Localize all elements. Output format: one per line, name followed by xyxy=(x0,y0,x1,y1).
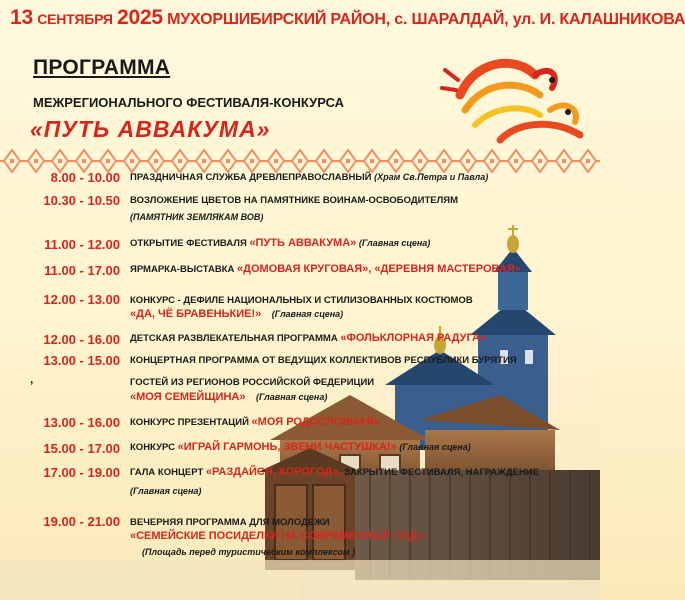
schedule-sub: (Площадь перед туристическим комплексом ) xyxy=(142,547,356,557)
schedule-text: КОНКУРС ПРЕЗЕНТАЦИЙ xyxy=(130,417,249,428)
schedule-note: (Главная сцена) xyxy=(255,392,328,402)
schedule-item xyxy=(130,466,590,479)
event-street: И. КАЛАШНИКОВА xyxy=(539,11,685,28)
bullet-mark: , xyxy=(30,372,34,386)
schedule-note: (Главная сцена) xyxy=(271,309,344,319)
event-district: МУХОРШИБИРСКИЙ РАЙОН, xyxy=(167,11,390,28)
event-day: 13 xyxy=(10,6,33,29)
program-subtitle: МЕЖРЕГИОНАЛЬНОГО ФЕСТИВАЛЯ-КОНКУРСА xyxy=(33,95,345,110)
schedule-note: (Главная сцена) xyxy=(358,238,431,248)
schedule-highlight: «ПУТЬ АВВАКУМА» xyxy=(249,237,357,249)
schedule-highlight: «ИГРАЙ ГАРМОНЬ, ЗВЕНИ ЧАСТУШКА!» xyxy=(177,441,397,453)
schedule-highlight: «ДОМОВАЯ КРУГОВАЯ», «ДЕРЕВНЯ МАСТЕРОВАЯ» xyxy=(236,263,521,275)
schedule-highlight: «МОЯ РОДОСЛОВНАЯ» xyxy=(251,416,380,428)
schedule-item xyxy=(130,416,590,429)
schedule-text: КОНКУРС xyxy=(130,442,175,453)
event-year: 2025 xyxy=(116,6,163,29)
schedule-text: ВЕЧЕРНЯЯ ПРОГРАММА ДЛЯ МОЛОДЕЖИ xyxy=(130,517,330,528)
firebird-icon xyxy=(440,40,590,150)
schedule-text: ЯРМАРКА-ВЫСТАВКА xyxy=(130,264,235,275)
schedule-text: ГОСТЕЙ ИЗ РЕГИОНОВ РОССИЙСКОЙ ФЕДЕРИЦИИ xyxy=(130,377,375,388)
schedule-note: (Храм Св.Петра и Павла) xyxy=(374,172,489,182)
schedule-item xyxy=(130,332,590,345)
schedule-time: 15.00 - 17.00 xyxy=(43,441,120,456)
schedule-time: 10.30 - 10.50 xyxy=(43,193,120,208)
schedule-highlight: «МОЯ СЕМЕЙЩИНА» xyxy=(130,391,246,403)
schedule-text: ПРАЗДНИЧНАЯ СЛУЖБА ДРЕВЛЕПРАВОСЛАВНЫЙ xyxy=(130,172,372,183)
schedule-time: 11.00 - 17.00 xyxy=(44,263,120,278)
schedule-item xyxy=(130,263,590,276)
schedule-item xyxy=(130,237,590,250)
schedule-text-after: ЗАКРЫТИЕ ФЕСТИВАЛЯ, НАГРАЖДЕНИЕ xyxy=(344,467,539,478)
schedule-time: 19.00 - 21.00 xyxy=(43,514,120,529)
schedule-time: 8.00 - 10.00 xyxy=(50,170,120,185)
schedule-sub: (Главная сцена) xyxy=(130,486,202,496)
schedule-item xyxy=(130,194,590,207)
schedule-sub xyxy=(130,308,343,320)
event-village-prefix: с. xyxy=(394,11,408,28)
schedule-text: ВОЗЛОЖЕНИЕ ЦВЕТОВ НА ПАМЯТНИКЕ ВОИНАМ-ОСВОБОДИТЕЛЯМ xyxy=(130,195,459,206)
schedule-highlight: «СЕМЕЙСКИЕ ПОСИДЕЛКИ НА СОВРЕМЕННЫЙ ЛАД!» xyxy=(130,530,428,542)
event-village: ШАРАЛДАЙ, xyxy=(411,11,509,28)
event-date-location xyxy=(10,6,685,30)
schedule-highlight: «РАЗДАЙСЯ, КОРОГОД», xyxy=(205,466,342,478)
schedule-time: 11.00 - 12.00 xyxy=(44,237,120,252)
schedule-sub xyxy=(130,391,327,403)
program-title: ПРОГРАММА xyxy=(33,56,171,79)
festival-name: «ПУТЬ АВВАКУМА» xyxy=(30,116,271,142)
schedule-text: ГАЛА КОНЦЕРТ xyxy=(130,467,204,478)
schedule-item-cont xyxy=(130,376,590,389)
schedule-text: ДЕТСКАЯ РАЗВЛЕКАТЕЛЬНАЯ ПРОГРАММА xyxy=(130,333,338,344)
schedule-note: (Главная сцена) xyxy=(399,442,471,452)
schedule-text: КОНЦЕРТНАЯ ПРОГРАММА ОТ ВЕДУЩИХ КОЛЛЕКТИВОВ РЕСПУБЛИКИ БУРЯТИЯ xyxy=(130,355,517,366)
schedule-highlight: «ДА, ЧЁ БРАВЕНЬКИЕ!» xyxy=(130,308,262,320)
schedule-text: КОНКУРС - ДЕФИЛЕ НАЦИОНАЛЬНЫХ И СТИЛИЗОВАННЫХ КОСТЮМОВ xyxy=(130,295,473,306)
schedule-time: 12.00 - 13.00 xyxy=(43,292,120,307)
schedule-time: 17.00 - 19.00 xyxy=(43,465,120,480)
schedule-item xyxy=(130,516,590,529)
event-street-prefix: ул. xyxy=(512,11,536,28)
schedule-time: 13.00 - 15.00 xyxy=(43,353,120,368)
schedule-sub: (ПАМЯТНИК ЗЕМЛЯКАМ ВОВ) xyxy=(130,212,264,222)
schedule-time: 13.00 - 16.00 xyxy=(43,415,120,430)
schedule-item xyxy=(130,171,590,184)
schedule-highlight: «ФОЛЬКЛОРНАЯ РАДУГА» xyxy=(340,332,487,344)
schedule-item xyxy=(130,441,590,454)
schedule-text: ОТКРЫТИЕ ФЕСТИВАЛЯ xyxy=(130,238,247,249)
event-month: СЕНТЯБРЯ xyxy=(37,11,113,27)
schedule-time: 12.00 - 16.00 xyxy=(43,332,120,347)
schedule-item xyxy=(130,294,590,307)
schedule-item xyxy=(130,354,590,367)
